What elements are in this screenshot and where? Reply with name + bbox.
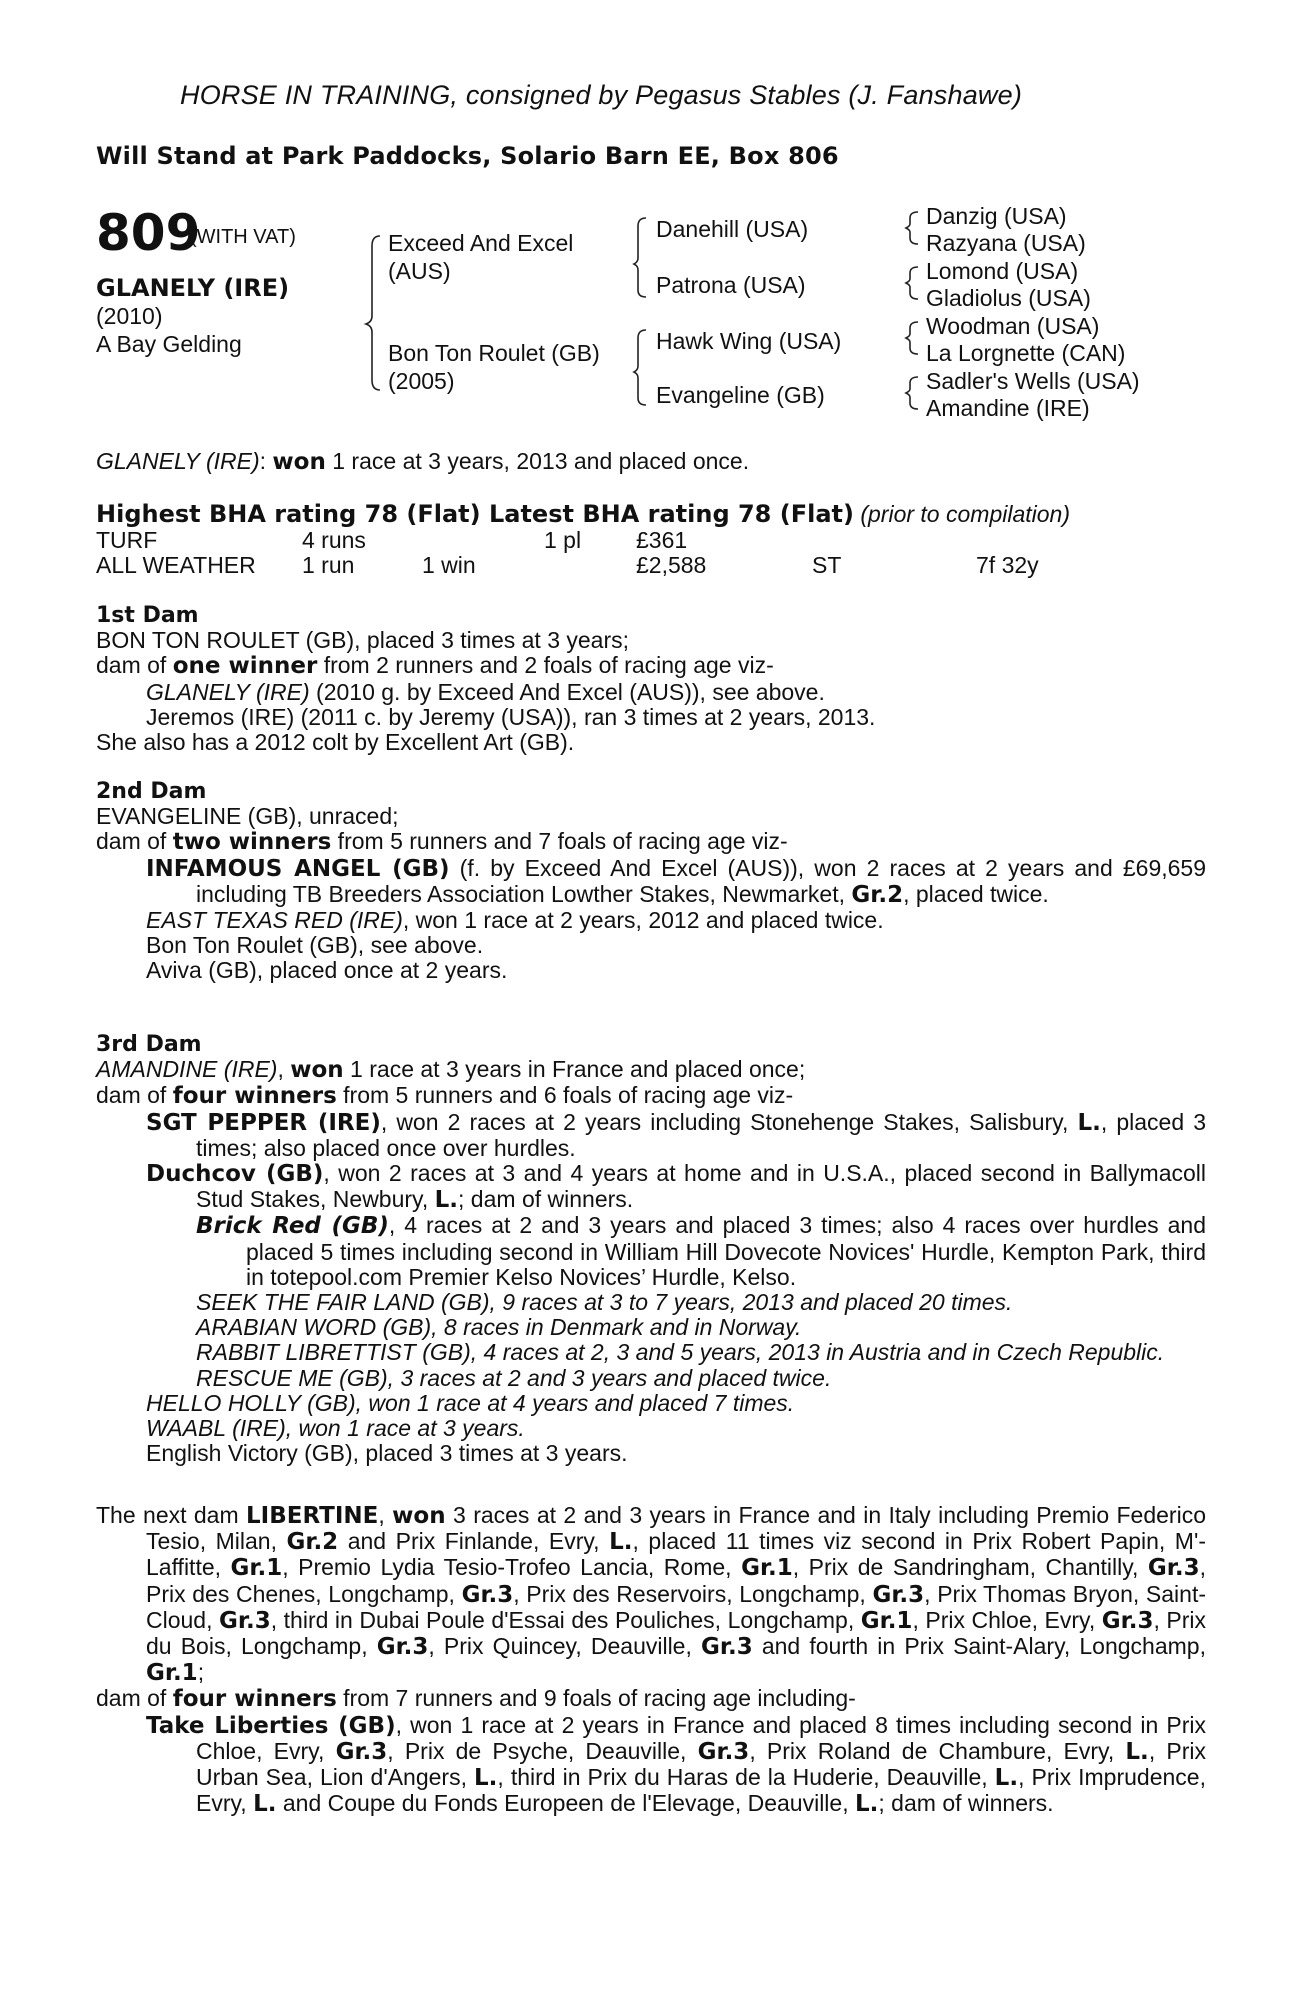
record-aw-wins: 1 win [422,552,476,578]
third-dam-title: 3rd Dam [96,1032,202,1057]
race-summary: GLANELY (IRE): won 1 race at 3 years, 2013 and placed once. [96,448,750,475]
third-dam-section: 3rd Dam AMANDINE (IRE), won 1 race at 3 years in France and placed once; dam of four winners from 5 runners and 6 foals of racing age viz- SGT PEPPER (IRE), won 2 races at 2 years including Stonehenge Stakes, Salisbury, L., placed 3 times; also placed once over hurdles. Duchcov (GB), won 2 races at 3 and 4 years at home and in U.S.A., placed second in Ballymacoll Stud Stakes, Newbury, L.; dam of winners. Brick Red (GB), 4 races at 2 and 3 years and placed 3 times; also 4 races over hurdles and placed 5 times including second in William Hill Dovecote Novices' Hurdle, Kempton Park, third in totepool.com Premier Kelso Novices’ Hurdle, Kelso. SEEK THE FAIR LAND (GB), 9 races at 3 to 7 years, 2013 and placed 20 times. ARABIAN WORD (GB), 8 races in Denmark and in Norway. RABBIT LIBRETTIST (GB), 4 races at 2, 3 and 5 years, 2013 in Austria and in Czech Republic. RESCUE ME (GB), 3 races at 2 and 3 years and placed twice. HELLO HOLLY (GB), won 1 race at 4 years and placed 7 times. WAABL (IRE), won 1 race at 3 years. English Victory (GB), placed 3 times at 3 years. [96,1032,1207,1467]
dam-year: (2005) [388,368,455,394]
lot-number: 809 [96,204,201,262]
gen3-dam-dam: Evangeline (GB) [656,382,825,408]
gen4-2: Razyana (USA) [926,230,1086,256]
record-turf-placed: 1 pl [544,527,582,553]
bha-rating: Highest BHA rating 78 (Flat) Latest BHA rating 78 (Flat) (prior to compilation) [96,500,1070,528]
record-aw-course: ST [812,552,842,578]
record-aw-surface: ALL WEATHER [96,552,256,578]
gen4-8: Amandine (IRE) [926,395,1090,421]
record-aw-prize: £2,588 [636,552,707,578]
record-aw-runs: 1 run [302,552,355,578]
next-dam-section: The next dam LIBERTINE, won 3 races at 2 and 3 years in France and in Italy including Premio Federico Tesio, Milan, Gr.2 and Prix Finlande, Evry, L., placed 11 times viz second in Prix Robert Papin, M'-Laffitte, Gr.1, Premio Lydia Tesio-Trofeo Lancia, Rome, Gr.1, Prix de Sandringham, Chantilly, Gr.3, Prix des Chenes, Longchamp, Gr.3, Prix des Reservoirs, Longchamp, Gr.3, Prix Thomas Bryon, Saint-Cloud, Gr.3, third in Dubai Poule d'Essai des Pouliches, Longchamp, Gr.1, Prix Chloe, Evry, Gr.3, Prix du Bois, Longchamp, Gr.3, Prix Quincey, Deauville, Gr.3 and fourth in Prix Saint-Alary, Longchamp, Gr.1; dam of four winners from 7 runners and 9 foals of racing age including- Take Liberties (GB), won 1 race at 2 years in France and placed 8 times including second in Prix Chloe, Evry, Gr.3, Prix de Psyche, Deauville, Gr.3, Prix Roland de Chambure, Evry, L., Prix Urban Sea, Lion d'Angers, L., third in Prix du Haras de la Huderie, Deauville, L., Prix Imprudence, Evry, L. and Coupe du Fonds Europeen de l'Elevage, Deauville, L.; dam of winners. [96,1502,1207,1818]
gen4-3: Lomond (USA) [926,258,1079,284]
gen3-sire-sire: Danehill (USA) [656,216,809,242]
horse-description: A Bay Gelding [96,331,242,357]
dam-name: Bon Ton Roulet (GB) [388,340,600,366]
record-turf-surface: TURF [96,527,158,553]
horse-name: GLANELY (IRE) [96,274,290,302]
gen4-1: Danzig (USA) [926,203,1067,229]
summary-horse-name: GLANELY (IRE) [96,448,260,474]
consignment-header: HORSE IN TRAINING, consigned by Pegasus Stables (J. Fanshawe) [180,80,1023,110]
gen3-sire-dam: Patrona (USA) [656,272,806,298]
horse-year: (2010) [96,303,163,329]
first-dam-title: 1st Dam [96,603,199,628]
stand-location: Will Stand at Park Paddocks, Solario Barn EE, Box 806 [96,142,839,170]
second-dam-section: 2nd Dam EVANGELINE (GB), unraced; dam of two winners from 5 runners and 7 foals of racing age viz- INFAMOUS ANGEL (GB) (f. by Exceed And Excel (AUS)), won 2 races at 2 years and £69,659 including TB Breeders Association Lowther Stakes, Newmarket, Gr.2, placed twice. EAST TEXAS RED (IRE), won 1 race at 2 years, 2012 and placed twice. Bon Ton Roulet (GB), see above. Aviva (GB), placed once at 2 years. [96,779,1207,984]
record-aw-distance: 7f 32y [976,552,1039,578]
sire-name: Exceed And Excel [388,230,574,256]
vat-label: (WITH VAT) [190,226,296,248]
sire-origin: (AUS) [388,258,451,284]
gen4-4: Gladiolus (USA) [926,285,1091,311]
first-dam-section: 1st Dam BON TON ROULET (GB), placed 3 times at 3 years; dam of one winner from 2 runners and 2 foals of racing age viz- GLANELY (IRE) (2010 g. by Exceed And Excel (AUS)), see above. Jeremos (IRE) (2011 c. by Jeremy (USA)), ran 3 times at 2 years, 2013. She also has a 2012 colt by Excellent Art (GB). [96,603,1206,755]
record-turf-runs: 4 runs [302,527,366,553]
gen4-6: La Lorgnette (CAN) [926,340,1126,366]
gen4-7: Sadler's Wells (USA) [926,368,1140,394]
gen4-5: Woodman (USA) [926,313,1100,339]
second-dam-title: 2nd Dam [96,779,207,804]
gen3-dam-sire: Hawk Wing (USA) [656,328,842,354]
record-turf-prize: £361 [636,527,688,553]
